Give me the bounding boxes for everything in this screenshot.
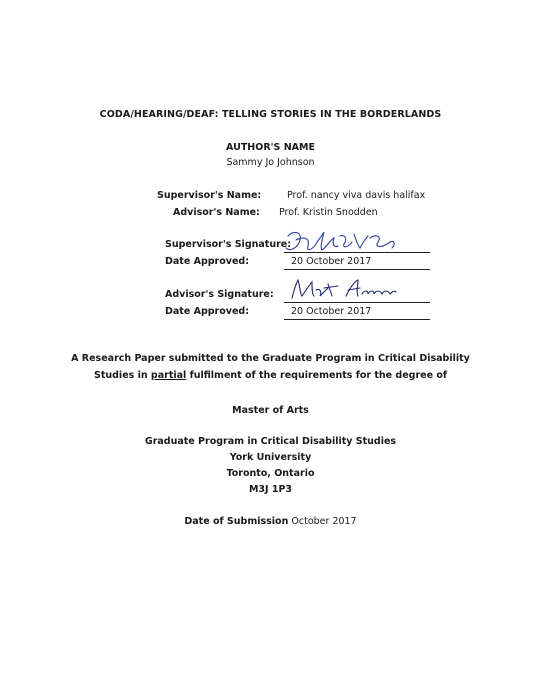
research-paper-statement-line1: A Research Paper submitted to the Graduate Program in Critical Disability — [71, 353, 470, 364]
supervisor-name: Prof. nancy viva davis halifax — [287, 190, 426, 201]
advisor-name: Prof. Kristin Snodden — [279, 207, 378, 218]
advisor-name-label: Advisor's Name: — [173, 207, 260, 218]
statement-text-pre: Studies in — [93, 370, 151, 381]
supervisor-signature-line — [284, 252, 430, 253]
advisor-signature-label: Advisor's Signature: — [165, 289, 274, 300]
supervisor-signature-label: Supervisor's Signature: — [165, 239, 292, 250]
submission-label: Date of Submission — [184, 516, 289, 527]
advisor-date-line — [284, 319, 430, 320]
advisor-signature-line — [284, 302, 430, 303]
paper-title: CODA/HEARING/DEAF: TELLING STORIES IN THE BORDERLANDS — [99, 109, 442, 120]
university-name: York University — [229, 452, 312, 463]
author-name: Sammy Jo Johnson — [226, 157, 315, 168]
postal-code: M3J 1P3 — [248, 484, 293, 495]
supervisor-signature — [282, 226, 400, 260]
supervisor-name-label: Supervisor's Name: — [157, 190, 262, 201]
city-name: Toronto, Ontario — [226, 468, 315, 479]
advisor-date: 20 October 2017 — [291, 306, 372, 317]
advisor-date-label: Date Approved: — [165, 306, 249, 317]
degree-name: Master of Arts — [232, 405, 309, 416]
supervisor-date-label: Date Approved: — [165, 256, 249, 267]
submission-line — [0, 516, 541, 527]
supervisor-date: 20 October 2017 — [291, 256, 372, 267]
statement-text-underlined: partial — [150, 370, 187, 381]
submission-date: October 2017 — [291, 516, 357, 527]
program-name: Graduate Program in Critical Disability Studies — [144, 436, 397, 447]
research-paper-statement-line2 — [0, 370, 541, 381]
supervisor-date-line — [284, 269, 430, 270]
statement-text-post: fulfilment of the requirements for the degree of — [186, 370, 448, 381]
author-heading: AUTHOR'S NAME — [226, 142, 315, 153]
